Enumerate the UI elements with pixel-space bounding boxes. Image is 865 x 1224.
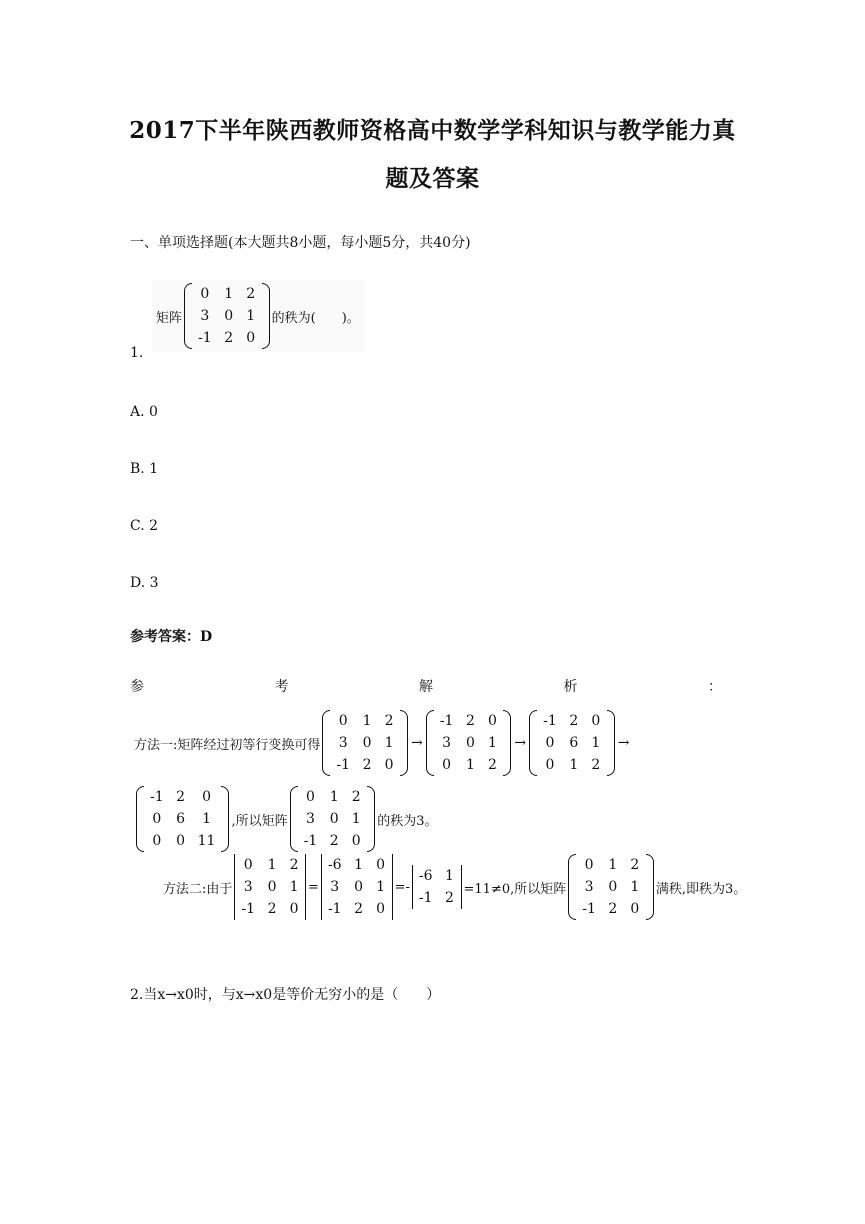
matrix-cell: 2 bbox=[362, 757, 372, 773]
matrix-cell: -6 bbox=[418, 868, 433, 884]
neq-text: =11≠0,所以矩阵 bbox=[463, 881, 567, 897]
analysis-heading: 参 考 解 析 ： bbox=[130, 679, 722, 695]
matrix-bracket-left bbox=[426, 710, 434, 776]
matrix-cell: -1 bbox=[543, 713, 557, 729]
document-title-line2: 题及答案 bbox=[385, 165, 480, 192]
matrix-cell: 3 bbox=[584, 879, 594, 895]
matrix-cell: 0 bbox=[351, 833, 361, 849]
answer: 参考答案：D bbox=[130, 629, 213, 645]
q1-suffix: 的秩为( )。 bbox=[271, 310, 360, 326]
matrix-cell: 2 bbox=[569, 713, 579, 729]
matrix-cell: -1 bbox=[439, 713, 454, 729]
option-b: B. 1 bbox=[130, 461, 159, 477]
matrix-cell: 0 bbox=[630, 901, 640, 917]
section-heading: 一、单项选择题(本大题共8小题，每小题5分，共40分) bbox=[130, 235, 471, 251]
method2-row bbox=[163, 854, 746, 920]
matrix-cell: 2 bbox=[176, 789, 186, 805]
matrix-cell: 0 bbox=[224, 308, 234, 324]
matrix-cell: 2 bbox=[351, 789, 361, 805]
matrix-cell: 0 bbox=[376, 857, 386, 873]
method1-matrix-1 bbox=[322, 710, 408, 776]
matrix-cell: 1 bbox=[329, 789, 339, 805]
so-text: ,所以矩阵 bbox=[231, 813, 288, 829]
document-title-line1: 2017下半年陕西教师资格高中数学学科知识与教学能力真 bbox=[129, 117, 736, 144]
method2-determinant-2 bbox=[321, 854, 393, 920]
matrix-cell: 1 bbox=[445, 868, 454, 884]
arrow: → bbox=[617, 735, 630, 751]
arrow: → bbox=[411, 735, 423, 751]
method1-label: 方法一:矩阵经过初等行变换可得 bbox=[134, 737, 321, 753]
matrix-cell: 1 bbox=[267, 857, 277, 873]
matrix-cell: 3 bbox=[305, 811, 315, 827]
matrix-cell: 1 bbox=[630, 879, 640, 895]
method1-matrix-4 bbox=[136, 786, 229, 852]
option-a: A. 0 bbox=[130, 404, 158, 420]
matrix-bracket-right bbox=[262, 283, 270, 349]
matrix-cell: 0 bbox=[152, 811, 162, 827]
matrix-cell: -1 bbox=[327, 901, 342, 917]
matrix-cell: 1 bbox=[608, 857, 618, 873]
matrix-cell: 1 bbox=[224, 286, 234, 302]
arrow: → bbox=[514, 735, 527, 751]
matrix-cell: 1 bbox=[351, 811, 361, 827]
matrix-cell: 0 bbox=[305, 789, 315, 805]
method1-row2 bbox=[134, 786, 438, 852]
matrix-cell: 1 bbox=[202, 811, 212, 827]
matrix-cell: 2 bbox=[630, 857, 640, 873]
matrix-cell: -1 bbox=[198, 330, 212, 346]
matrix-cell: 0 bbox=[152, 833, 162, 849]
question-2: 2.当x→x0时，与x→x0是等价无穷小的是（ ） bbox=[130, 987, 441, 1003]
q1-prefix: 矩阵 bbox=[156, 310, 183, 326]
matrix-cell: 0 bbox=[202, 789, 212, 805]
matrix-cell: 2 bbox=[591, 757, 601, 773]
matrix-cell: 0 bbox=[176, 833, 186, 849]
full-rank-text: 满秩,即秩为3。 bbox=[655, 881, 747, 897]
matrix-cell: 11 bbox=[197, 833, 216, 849]
matrix-bracket-left bbox=[184, 283, 192, 349]
matrix-cell: -1 bbox=[303, 833, 318, 849]
matrix-cell: 3 bbox=[442, 735, 452, 751]
matrix-cell: 2 bbox=[329, 833, 339, 849]
matrix-cell: 1 bbox=[591, 735, 601, 751]
matrix-bracket-right bbox=[221, 786, 229, 852]
matrix-cell: 1 bbox=[246, 308, 256, 324]
matrix-cell: 2 bbox=[465, 713, 475, 729]
matrix-cell: 0 bbox=[608, 879, 618, 895]
matrix-cell: 1 bbox=[569, 757, 579, 773]
method2-label: 方法二:由于 bbox=[163, 881, 233, 897]
matrix-cell: 1 bbox=[487, 735, 497, 751]
matrix-cell: 0 bbox=[362, 735, 372, 751]
matrix-cell: 2 bbox=[384, 713, 394, 729]
matrix-bracket-right bbox=[400, 710, 408, 776]
matrix-cell: -1 bbox=[241, 901, 256, 917]
matrix-cell: 1 bbox=[354, 857, 364, 873]
matrix-bracket-right bbox=[367, 786, 375, 852]
option-d: D. 3 bbox=[130, 575, 159, 591]
matrix-cell: 0 bbox=[267, 879, 277, 895]
determinant-bar-right bbox=[392, 854, 393, 920]
matrix-cell: 0 bbox=[338, 713, 348, 729]
option-c: C. 2 bbox=[130, 518, 159, 534]
matrix-cell: 2 bbox=[354, 901, 364, 917]
matrix-bracket-left bbox=[136, 786, 144, 852]
matrix-cell: 0 bbox=[584, 857, 594, 873]
matrix-cell: 3 bbox=[330, 879, 340, 895]
matrix-bracket-left bbox=[290, 786, 298, 852]
matrix-cell: 0 bbox=[545, 757, 555, 773]
q1-question-figure bbox=[152, 280, 364, 352]
matrix-cell: -1 bbox=[336, 757, 351, 773]
matrix-cell: -6 bbox=[327, 857, 342, 873]
equals-negative: =- bbox=[394, 879, 410, 895]
matrix-cell: -1 bbox=[582, 901, 596, 917]
matrix-cell: 1 bbox=[384, 735, 394, 751]
matrix-bracket-right bbox=[646, 854, 654, 920]
matrix-cell: 2 bbox=[246, 286, 256, 302]
matrix-cell: 3 bbox=[200, 308, 210, 324]
matrix-cell: 1 bbox=[376, 879, 386, 895]
matrix-cell: 0 bbox=[329, 811, 339, 827]
method2-matrix-original bbox=[568, 854, 654, 920]
matrix-cell: 0 bbox=[591, 713, 601, 729]
matrix-cell: 0 bbox=[243, 857, 253, 873]
matrix-cell: 0 bbox=[200, 286, 210, 302]
method2-determinant-1 bbox=[234, 854, 306, 920]
matrix-cell: 1 bbox=[362, 713, 372, 729]
matrix-cell: -1 bbox=[150, 789, 164, 805]
matrix-cell: 2 bbox=[289, 857, 299, 873]
matrix-cell: 0 bbox=[442, 757, 452, 773]
matrix-cell: 2 bbox=[445, 890, 454, 906]
matrix-bracket-left bbox=[322, 710, 330, 776]
matrix-cell: 0 bbox=[545, 735, 555, 751]
matrix-bracket-right bbox=[607, 710, 615, 776]
method1-matrix-original bbox=[290, 786, 376, 852]
method1-row1 bbox=[134, 710, 631, 776]
matrix-bracket-right bbox=[503, 710, 511, 776]
matrix-cell: 0 bbox=[465, 735, 475, 751]
matrix-cell: 3 bbox=[243, 879, 253, 895]
matrix-cell: 1 bbox=[289, 879, 299, 895]
q1-matrix bbox=[184, 283, 270, 349]
matrix-bracket-left bbox=[529, 710, 537, 776]
rank-text: 的秩为3。 bbox=[377, 813, 438, 829]
determinant-bar-right bbox=[305, 854, 306, 920]
method1-matrix-3 bbox=[529, 710, 615, 776]
matrix-cell: 2 bbox=[608, 901, 618, 917]
method2-determinant-3 bbox=[412, 865, 462, 909]
matrix-cell: 1 bbox=[465, 757, 475, 773]
equals: = bbox=[308, 879, 319, 895]
matrix-cell: -1 bbox=[418, 890, 433, 906]
matrix-cell: 2 bbox=[224, 330, 234, 346]
matrix-cell: 0 bbox=[246, 330, 256, 346]
matrix-cell: 6 bbox=[176, 811, 186, 827]
matrix-cell: 2 bbox=[487, 757, 497, 773]
matrix-cell: 0 bbox=[376, 901, 386, 917]
matrix-bracket-left bbox=[568, 854, 576, 920]
matrix-cell: 3 bbox=[338, 735, 348, 751]
determinant-bar-right bbox=[461, 865, 462, 909]
matrix-cell: 0 bbox=[384, 757, 394, 773]
matrix-cell: 2 bbox=[267, 901, 277, 917]
matrix-cell: 0 bbox=[289, 901, 299, 917]
method1-matrix-2 bbox=[426, 710, 512, 776]
q1-number: 1. bbox=[130, 345, 144, 361]
matrix-cell: 6 bbox=[569, 735, 579, 751]
matrix-cell: 0 bbox=[487, 713, 497, 729]
matrix-cell: 0 bbox=[354, 879, 364, 895]
